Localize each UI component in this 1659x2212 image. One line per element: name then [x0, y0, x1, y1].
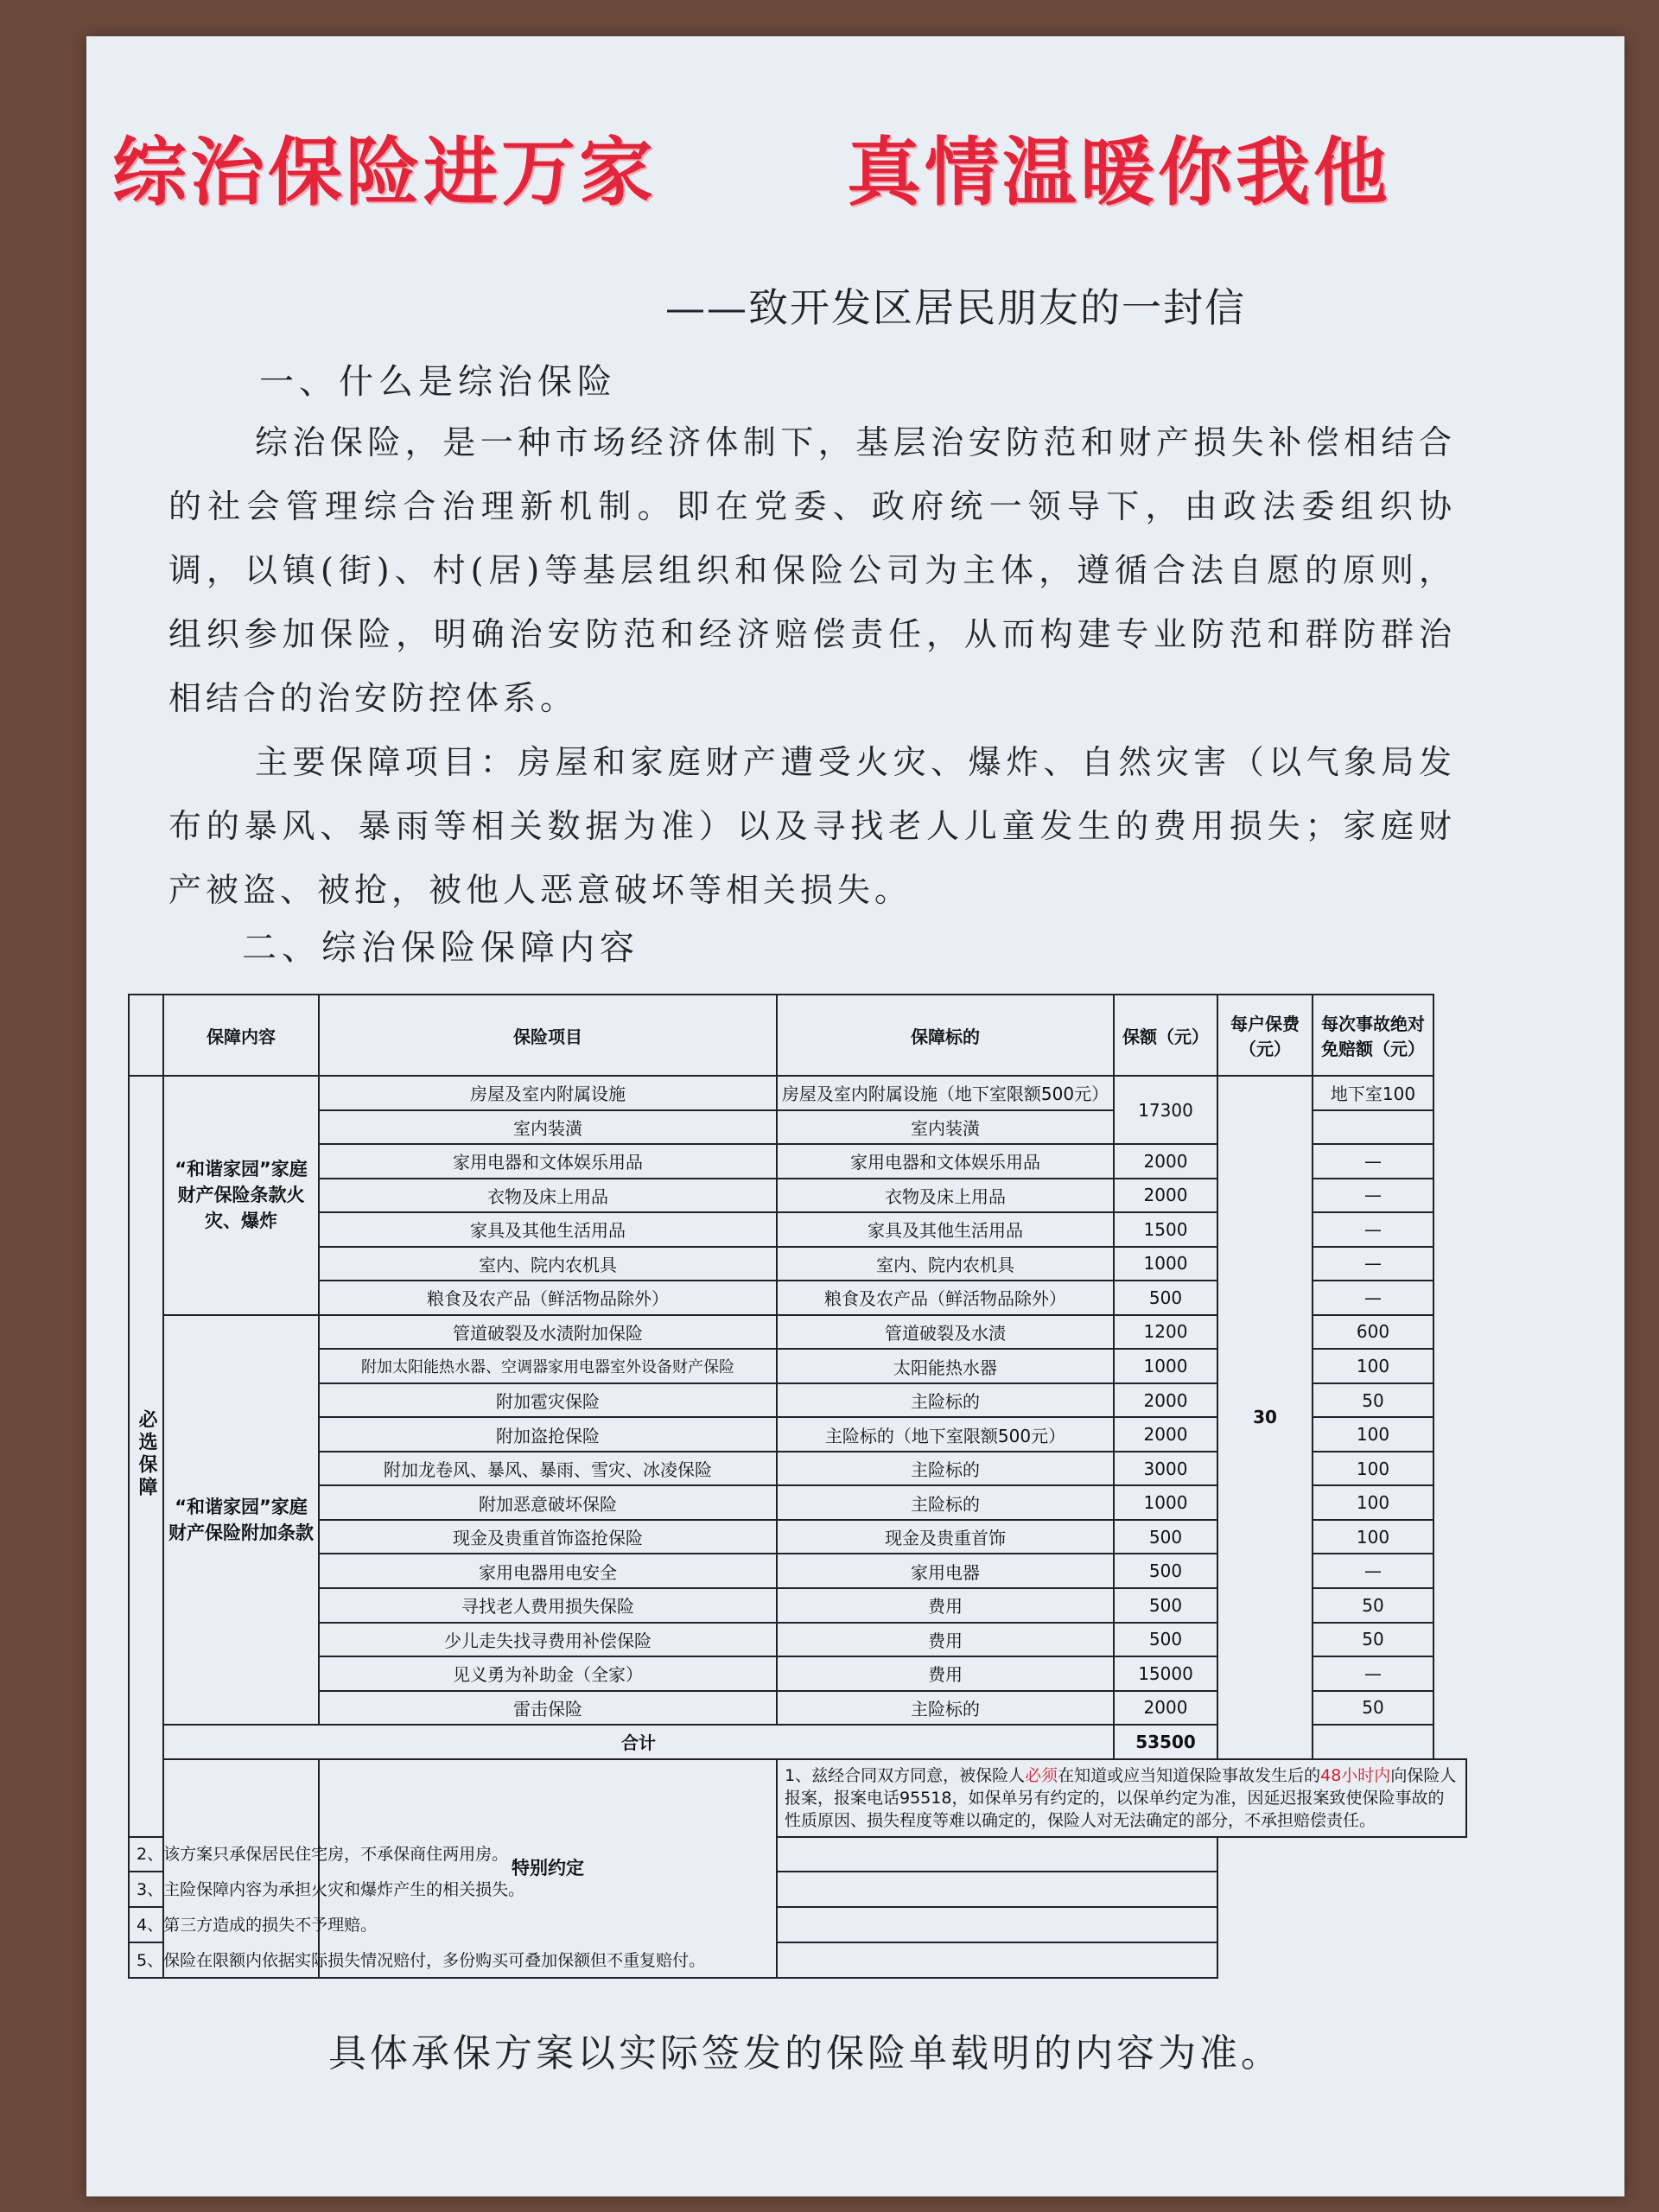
subject-cell: 粮食及农产品（鲜活物品除外） [777, 1281, 1114, 1315]
item-cell: 家用电器和文体娱乐用品 [319, 1144, 777, 1179]
deductible-cell: 50 [1313, 1691, 1433, 1726]
section1-paragraph1: 综治保险，是一种市场经济体制下，基层治安防范和财产损失补偿相结合的社会管理综合治理新机制。即在党委、政府统一领导下，由政法委组织协调，以镇(街)、村(居)等基层组织和保险公司为主体，遵循合法自愿的原则，组织参加保险，明确治安防范和经济赔偿责任，从而构建专业防范和群防群治相结合的治安防控体系。 [168, 423, 1456, 717]
amount-cell: 500 [1114, 1554, 1217, 1588]
subject-cell: 家具及其他生活用品 [777, 1212, 1114, 1247]
subject-cell: 主险标的（地下室限额500元） [777, 1417, 1114, 1452]
table-header-row [129, 995, 1466, 1076]
header-amount: 保额（元） [1114, 995, 1217, 1076]
main-title [112, 112, 1408, 259]
item-cell: 附加太阳能热水器、空调器家用电器室外设备财产保险 [319, 1349, 777, 1383]
amount-cell: 2000 [1114, 1144, 1217, 1179]
item-cell: 附加龙卷风、暴风、暴雨、雪灾、冰凌保险 [319, 1452, 777, 1486]
deductible-cell: — [1313, 1656, 1433, 1691]
premium-cell: 30 [1217, 1076, 1313, 1759]
deductible-cell: 50 [1313, 1383, 1433, 1418]
amount-cell: 2000 [1114, 1417, 1217, 1452]
deductible-cell: — [1313, 1247, 1433, 1281]
amount-cell: 500 [1114, 1623, 1217, 1657]
deductible-cell: 50 [1313, 1623, 1433, 1657]
item-cell: 附加盗抢保险 [319, 1417, 777, 1452]
deductible-cell: — [1313, 1179, 1433, 1213]
deductible-cell: — [1313, 1212, 1433, 1247]
subject-cell: 管道破裂及水渍 [777, 1315, 1114, 1350]
item-cell: 雷击保险 [319, 1691, 777, 1726]
amount-cell: 3000 [1114, 1452, 1217, 1486]
subject-cell: 费用 [777, 1656, 1114, 1691]
special-note-row [129, 1942, 1466, 1978]
special-note-row [129, 1837, 1466, 1872]
amount-cell: 17300 [1114, 1076, 1217, 1144]
total-label: 合计 [163, 1725, 1114, 1759]
special-note-3: 3、主险保障内容为承担火灾和爆炸产生的相关损失。 [129, 1872, 1217, 1907]
subject-cell: 衣物及床上用品 [777, 1179, 1114, 1213]
amount-cell: 1000 [1114, 1349, 1217, 1383]
subject-cell: 家用电器和文体娱乐用品 [777, 1144, 1114, 1179]
section2-heading: 二、综治保险保障内容 [242, 928, 639, 968]
special-note-5: 5、保险在限额内依据实际损失情况赔付，多份购买可叠加保额但不重复赔付。 [129, 1942, 1217, 1978]
special-note-row [129, 1872, 1466, 1907]
item-cell: 管道破裂及水渍附加保险 [319, 1315, 777, 1350]
total-value: 53500 [1114, 1725, 1217, 1759]
group2-label: “和谐家园”家庭财产保险附加条款 [163, 1315, 319, 1725]
item-cell: 寻找老人费用损失保险 [319, 1588, 777, 1623]
title-right: 真情温暖你我他 [847, 129, 1391, 216]
item-cell: 少儿走失找寻费用补偿保险 [319, 1623, 777, 1657]
deductible-cell: 100 [1313, 1485, 1433, 1520]
item-cell: 附加恶意破坏保险 [319, 1485, 777, 1520]
amount-cell: 1200 [1114, 1315, 1217, 1350]
section1-heading: 一、什么是综治保险 [259, 362, 617, 402]
amount-cell: 500 [1114, 1281, 1217, 1315]
deductible-cell: 100 [1313, 1417, 1433, 1452]
item-cell: 粮食及农产品（鲜活物品除外） [319, 1281, 777, 1315]
header-item: 保险项目 [319, 995, 777, 1076]
amount-cell: 2000 [1114, 1179, 1217, 1213]
amount-cell: 1000 [1114, 1485, 1217, 1520]
subtitle: ——致开发区居民朋友的一封信 [665, 284, 1246, 331]
required-label: 必选保障 [129, 1076, 163, 1837]
subject-cell: 主险标的 [777, 1452, 1114, 1486]
special-note-row [129, 1907, 1466, 1942]
subject-cell: 房屋及室内附属设施（地下室限额500元） [777, 1076, 1114, 1110]
subject-cell: 费用 [777, 1588, 1114, 1623]
title-left: 综治保险进万家 [112, 129, 657, 216]
subject-cell: 主险标的 [777, 1691, 1114, 1726]
special-note-1: 1、兹经合同双方同意，被保险人必须在知道或应当知道保险事故发生后的48小时内向保险人报案，报案电话95518，如保单另有约定的，以保单约定为准，因延迟报案致使保险事故的性质原因、损失程度等难以确定的，保险人对无法确定的部分，不承担赔偿责任。 [777, 1759, 1466, 1837]
header-subject: 保障标的 [777, 995, 1114, 1076]
deductible-cell: — [1313, 1554, 1433, 1588]
header-deductible: 每次事故绝对免赔额（元） [1313, 995, 1433, 1076]
amount-cell: 2000 [1114, 1691, 1217, 1726]
subject-cell: 室内、院内农机具 [777, 1247, 1114, 1281]
subject-cell: 室内装潢 [777, 1110, 1114, 1145]
deductible-cell: 地下室100 [1313, 1076, 1433, 1110]
deductible-cell: — [1313, 1281, 1433, 1315]
subject-cell: 家用电器 [777, 1554, 1114, 1588]
item-cell: 家具及其他生活用品 [319, 1212, 777, 1247]
amount-cell: 1000 [1114, 1247, 1217, 1281]
special-note-2: 2、该方案只承保居民住宅房，不承保商住两用房。 [129, 1837, 1217, 1872]
section1-paragraph2: 主要保障项目：房屋和家庭财产遭受火灾、爆炸、自然灾害（以气象局发布的暴风、暴雨等相关数据为准）以及寻找老人儿童发生的费用损失；家庭财产被盗、被抢，被他人恶意破坏等相关损失。 [168, 743, 1456, 909]
coverage-table [128, 994, 1467, 1979]
special-label: 特别约定 [319, 1759, 777, 1978]
subject-cell: 主险标的 [777, 1383, 1114, 1418]
deductible-cell: 600 [1313, 1315, 1433, 1350]
subject-cell: 主险标的 [777, 1485, 1114, 1520]
deductible-cell: 100 [1313, 1349, 1433, 1383]
item-cell: 附加雹灾保险 [319, 1383, 777, 1418]
header-blank [129, 995, 163, 1076]
deductible-cell: — [1313, 1144, 1433, 1179]
amount-cell: 500 [1114, 1588, 1217, 1623]
amount-cell: 500 [1114, 1520, 1217, 1554]
amount-cell: 2000 [1114, 1383, 1217, 1418]
subject-cell: 现金及贵重首饰 [777, 1520, 1114, 1554]
deductible-cell: 100 [1313, 1452, 1433, 1486]
item-cell: 房屋及室内附属设施 [319, 1076, 777, 1110]
special-note-4: 4、第三方造成的损失不予理赔。 [129, 1907, 1217, 1942]
amount-cell: 15000 [1114, 1656, 1217, 1691]
item-cell: 见义勇为补助金（全家） [319, 1656, 777, 1691]
subject-cell: 费用 [777, 1623, 1114, 1657]
table-row [129, 1076, 1466, 1110]
item-cell: 家用电器用电安全 [319, 1554, 777, 1588]
deductible-cell: 100 [1313, 1520, 1433, 1554]
header-premium: 每户保费（元） [1217, 995, 1313, 1076]
item-cell: 室内、院内农机具 [319, 1247, 777, 1281]
subject-cell: 太阳能热水器 [777, 1349, 1114, 1383]
deductible-cell [1313, 1110, 1433, 1145]
item-cell: 衣物及床上用品 [319, 1179, 777, 1213]
item-cell: 室内装潢 [319, 1110, 777, 1145]
header-content: 保障内容 [163, 995, 319, 1076]
item-cell: 现金及贵重首饰盗抢保险 [319, 1520, 777, 1554]
group1-label: “和谐家园”家庭财产保险条款火灾、爆炸 [163, 1076, 319, 1315]
amount-cell: 1500 [1114, 1212, 1217, 1247]
footer-note: 具体承保方案以实际签发的保险单载明的内容为准。 [328, 2031, 1282, 2075]
deductible-cell: 50 [1313, 1588, 1433, 1623]
special-note-row [129, 1759, 1466, 1837]
total-deductible-blank [1313, 1725, 1433, 1759]
